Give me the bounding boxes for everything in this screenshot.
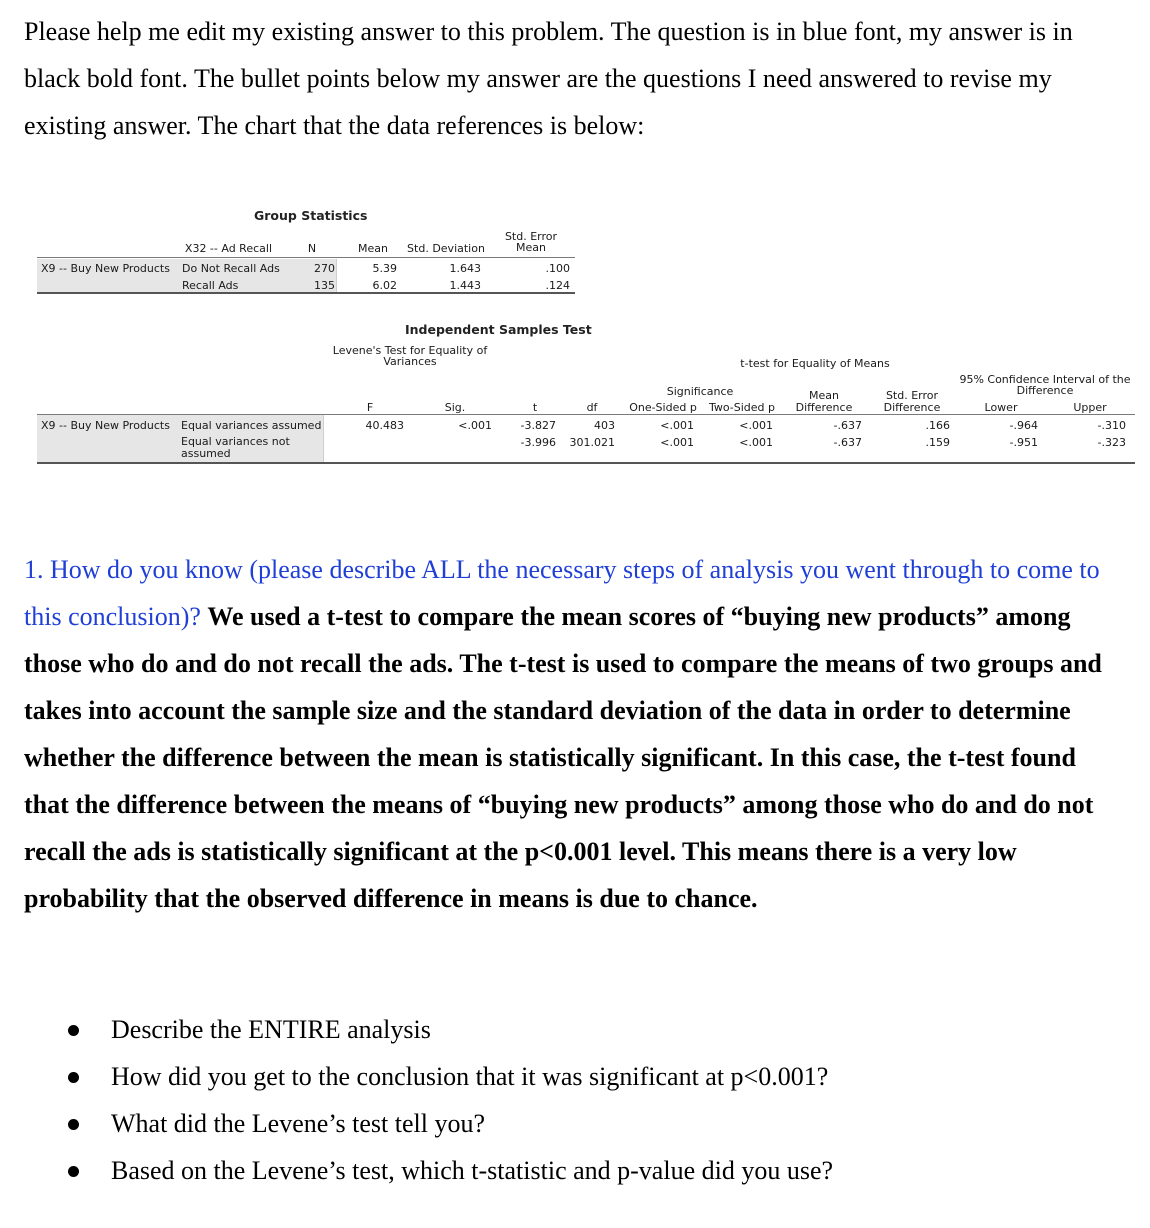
sig-0: <.001 — [458, 419, 492, 432]
col-df: df — [586, 401, 598, 414]
list-item — [0, 1147, 1150, 1194]
se-diff-1: .159 — [925, 436, 950, 449]
two-sided-1: <.001 — [739, 436, 773, 449]
n-1: 135 — [314, 279, 335, 292]
bullet-icon — [68, 1072, 79, 1083]
col-two-sided: Two-Sided p — [708, 401, 776, 414]
significance-header: Significance — [666, 385, 734, 398]
row-label-1-line1: Equal variances not — [181, 435, 290, 448]
header-se-line2: Mean — [516, 241, 546, 254]
header-group-var: X32 -- Ad Recall — [184, 242, 272, 255]
revision-questions-list — [0, 1006, 1150, 1194]
list-item-text: Describe the ENTIRE analysis — [111, 1015, 431, 1044]
col-divider — [323, 415, 324, 462]
mean-diff-header-line1: Mean — [809, 389, 839, 402]
ci-header-line2: Difference — [1016, 384, 1074, 397]
col-t: t — [532, 401, 538, 414]
n-0: 270 — [314, 262, 335, 275]
se-diff-header-line1: Std. Error — [885, 389, 939, 402]
list-item — [0, 1053, 1150, 1100]
upper-1: -.323 — [1097, 436, 1126, 449]
question-prompt: 1. How do you know (please describe ALL the necessary steps of analysis you went through to come to this conclusion)? — [24, 555, 1100, 631]
col-sig: Sig. — [444, 401, 466, 414]
mean-diff-header-line2: Difference — [795, 401, 853, 414]
header-sd: Std. Deviation — [407, 242, 485, 255]
mean-diff-1: -.637 — [833, 436, 862, 449]
lower-1: -.951 — [1009, 436, 1038, 449]
lower-0: -.964 — [1009, 419, 1038, 432]
col-divider — [336, 259, 337, 292]
mean-diff-0: -.637 — [833, 419, 862, 432]
header-mean: Mean — [358, 242, 388, 255]
col-one-sided: One-Sided p — [629, 401, 697, 414]
sd-0: 1.643 — [449, 262, 481, 275]
bullet-icon — [68, 1119, 79, 1130]
existing-answer: We used a t-test to compare the mean scores of “buying new products” among those who do and do not recall the ads. The t-test is used to compare the means of two groups and takes into account the sample size and the standard deviation of the data in order to determine whether the difference between the mean is statistically significant. In this case, the t-test found that the difference between the means of “buying new products” among those who do and do not recall the ads is statistically significant at the p<0.001 level. This means there is a very low probability that the observed difference in means is due to chance. — [24, 602, 1102, 913]
row-label-1-line2: assumed — [181, 447, 231, 460]
col-upper: Upper — [1073, 401, 1107, 414]
table-title: Group Statistics — [254, 208, 368, 223]
bullet-icon — [68, 1025, 79, 1036]
table-title: Independent Samples Test — [405, 322, 592, 337]
one-sided-1: <.001 — [660, 436, 694, 449]
list-item-text: How did you get to the conclusion that it was significant at p<0.001? — [111, 1062, 829, 1091]
two-sided-0: <.001 — [739, 419, 773, 432]
ci-header-line1: 95% Confidence Interval of the — [959, 373, 1131, 386]
header-n: N — [307, 242, 317, 255]
bullet-icon — [68, 1166, 79, 1177]
se-diff-0: .166 — [925, 419, 950, 432]
group-label-1: Recall Ads — [182, 279, 239, 292]
col-f: F — [366, 401, 374, 414]
dep-var-label: X9 -- Buy New Products — [41, 419, 170, 432]
dep-var-label: X9 -- Buy New Products — [41, 262, 170, 275]
header-rule — [37, 257, 575, 258]
t-1: -3.996 — [520, 436, 556, 449]
row-label-0: Equal variances assumed — [181, 419, 322, 432]
levene-header-line2: Variances — [383, 355, 437, 368]
group-label-0: Do Not Recall Ads — [182, 262, 280, 275]
ttest-header: t-test for Equality of Means — [740, 357, 890, 370]
mean-0: 5.39 — [372, 262, 397, 275]
levene-header-line1: Levene's Test for Equality of — [332, 344, 488, 357]
se-1: .124 — [545, 279, 570, 292]
list-item-text: What did the Levene’s test tell you? — [111, 1109, 485, 1138]
header-se-line1: Std. Error — [504, 230, 558, 243]
se-0: .100 — [545, 262, 570, 275]
se-diff-header-line2: Difference — [883, 401, 941, 414]
df-1: 301.021 — [569, 436, 615, 449]
list-item — [0, 1100, 1150, 1147]
list-item — [0, 1006, 1150, 1053]
bottom-rule — [37, 462, 1135, 464]
f-0: 40.483 — [365, 419, 404, 432]
independent-samples-test-table — [0, 315, 1150, 470]
col-lower: Lower — [984, 401, 1018, 414]
question-answer-paragraph — [24, 546, 1124, 922]
df-0: 403 — [594, 419, 615, 432]
sd-1: 1.443 — [449, 279, 481, 292]
list-item-text: Based on the Levene’s test, which t-statistic and p-value did you use? — [111, 1156, 834, 1185]
mean-1: 6.02 — [372, 279, 397, 292]
one-sided-0: <.001 — [660, 419, 694, 432]
upper-0: -.310 — [1097, 419, 1126, 432]
header-rule — [37, 414, 1135, 415]
intro-paragraph: Please help me edit my existing answer to this problem. The question is in blue font, my answer is in black bold font. The bullet points below my answer are the questions I need answered to revise my existing answer. The chart that the data references is below: — [24, 17, 1073, 140]
group-statistics-table — [0, 200, 600, 300]
t-0: -3.827 — [520, 419, 556, 432]
bottom-rule — [37, 292, 575, 294]
